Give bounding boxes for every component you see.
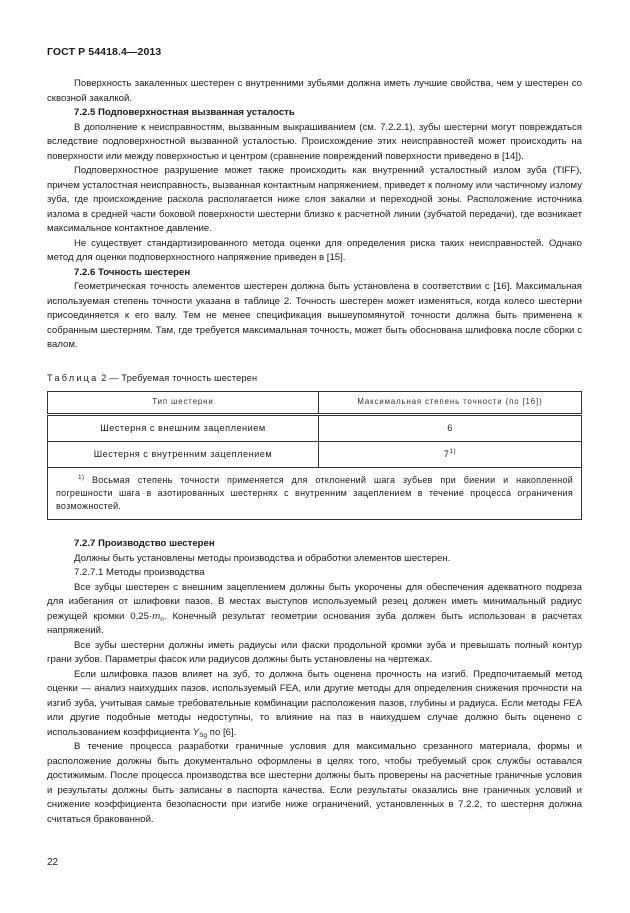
table-header-max-accuracy: Максимальная степень точности (по [16]) xyxy=(319,392,582,415)
accuracy-table xyxy=(47,391,582,520)
table-caption-label: Таблица xyxy=(47,372,99,383)
table-cell-gear-type: Шестерня с внутренним зацеплением xyxy=(48,442,319,468)
symbol-y-subscript: Sg xyxy=(199,731,208,739)
paragraph-tiff: Подповерхностное разрушение может также происходить как внутренний усталостный излом зуба (TIFF), причем усталостная неисправность, вызванная контактным напряжением, приведет к полному или частичному излому зуба, где происхождение раскола располагается ниже слоя закалки и переходной зоны. Расположение источника излома в средней части боковой поверхности шестерни близко к расчетной линии (зубчатой передачи), где возникает максимальное контактное давление. xyxy=(47,165,582,234)
paragraph-external-gear-teeth-part1: Все зубцы шестерен с внешним зацеплением должны быть укорочены для обеспечения адекватного подреза для избегания от шлифовки пазов. В местах выступов используемый резец должен иметь минимальный радиус режущей кромки 0,25· xyxy=(47,581,582,622)
document-header: ГОСТ Р 54418.4—2013 xyxy=(47,46,162,58)
table-caption-text: 2 — Требуемая точность шестерен xyxy=(101,372,258,383)
table-row xyxy=(48,442,582,468)
paragraph-chamfers: Все зубы шестерни должны иметь радиусы или фаски продольной кромки зуба и превышать полный контур грани зубов. Параметры фасок или радиусов должны быть установлены на чертежах. xyxy=(47,639,582,665)
table-row xyxy=(48,415,582,442)
paragraph-grinding-notches xyxy=(47,668,582,741)
page-number: 22 xyxy=(47,857,59,868)
paragraph-no-standard-method: Не существует стандартизированного метода оценки для определения риска таких неисправностей. Однако метод для оценки подповерхностного напряжение приведен в [15]. xyxy=(47,237,582,263)
footnote-mark: 1) xyxy=(78,474,85,481)
paragraph-external-gear-teeth-part2: . Конечный результат геометрии основания зуба должен быть использован в расчетах напряжений. xyxy=(47,610,583,636)
paragraph-production-methods-required: Должны быть установлены методы производства и обработки элементов шестерен. xyxy=(74,552,451,564)
table-cell-gear-type: Шестерня с внешним зацеплением xyxy=(48,415,319,442)
page-content xyxy=(47,77,582,827)
footnote-reference: 1) xyxy=(449,448,457,456)
symbol-m-subscript: n xyxy=(160,615,164,623)
table-footnote-text: Восьмая степень точности применяется для отклонений шага зубьев при биении и накопленной погрешности шага в азотированных шестернях с внутренним зацеплением в течение процесса ограничения возможностей. xyxy=(56,475,573,511)
section-7-2-5-title: 7.2.5 Подповерхностная вызванная усталость xyxy=(74,107,295,118)
table-cell-accuracy xyxy=(319,442,582,468)
paragraph-external-gear-teeth xyxy=(47,581,582,639)
section-7-2-6-title: 7.2.6 Точность шестерен xyxy=(74,266,191,278)
subsection-7-2-7-1-title: 7.2.7.1 Методы производства xyxy=(74,567,205,578)
table-footnote xyxy=(48,468,582,520)
table-cell-accuracy-value: 7 xyxy=(443,449,450,460)
table-header-gear-type: Тип шестерни xyxy=(48,392,319,415)
paragraph-hardened-gears: Поверхность закаленных шестерен с внутренними зубьями должна иметь лучшие свойства, чем у шестерен со сквозной закалкой. xyxy=(47,78,582,104)
table-header-row xyxy=(48,392,582,415)
paragraph-grinding-notches-part2: по [6]. xyxy=(207,726,237,738)
table-cell-accuracy: 6 xyxy=(319,415,582,442)
table-footnote-row xyxy=(48,468,582,520)
symbol-m: m xyxy=(152,610,161,622)
section-7-2-7-title: 7.2.7 Производство шестерен xyxy=(74,538,215,549)
table-caption xyxy=(47,371,582,386)
paragraph-subsurface-fatigue: В дополнение к неисправностям, вызванным выкрашиванием (см. 7.2.2.1), зубы шестерни могут повреждаться вследствие подповерхностной вызванной усталостью. Происхождение этих неисправностей может происходить на поверхности или между поверхностью и центром (сравнение повреждений поверхности приведено в [14]). xyxy=(47,121,582,162)
symbol-y: Y xyxy=(192,726,200,738)
paragraph-grinding-notches-part1: Если шлифовка пазов влияет на зуб, то должна быть оценена прочность на изгиб. Предпочитаемый метод оценки — анализ наихудших пазов. используемый FEA, или другие методы для определения снижения прочности на изгиб зуба, учитывая самые требовательные комбинации расположения пазов, глубины и радиуса. Если методы FEA или другие подобные методы недоступны, то влияние на паз в наихудшем случае должно быть оценено с использованием коэффициента xyxy=(47,668,582,738)
paragraph-gear-accuracy: Геометрическая точность элементов шестерен должна быть установлена в соответствии с [16]. Максимальная используемая степень точности указана в таблице 2. Точность шестерен может изменяться, когда колесо шестерни присоединяется к его валу. Тем не менее спецификация вышеупомянутой точности должна быть применена к собранным шестерням. Там, где требуется максимальная точность, может быть обоснована шлифовка после сборки с валом. xyxy=(47,281,582,350)
paragraph-boundary-conditions: В течение процесса разработки граничные условия для максимально срезанного материала, формы и расположение должны быть документально оформлены в целях того, чтобы требуемый срок службы оставался достижимым. После процесса производства все шестерни должны быть проверены на расчетные граничные условия и результаты должны быть записаны в паспорта качества. Если результаты оказались вне граничных условий и снижение коэффициента безопасности при изгибе ниже ограничений, установленных в 7.2.2, то шестерня должна считаться бракованной. xyxy=(47,741,582,825)
